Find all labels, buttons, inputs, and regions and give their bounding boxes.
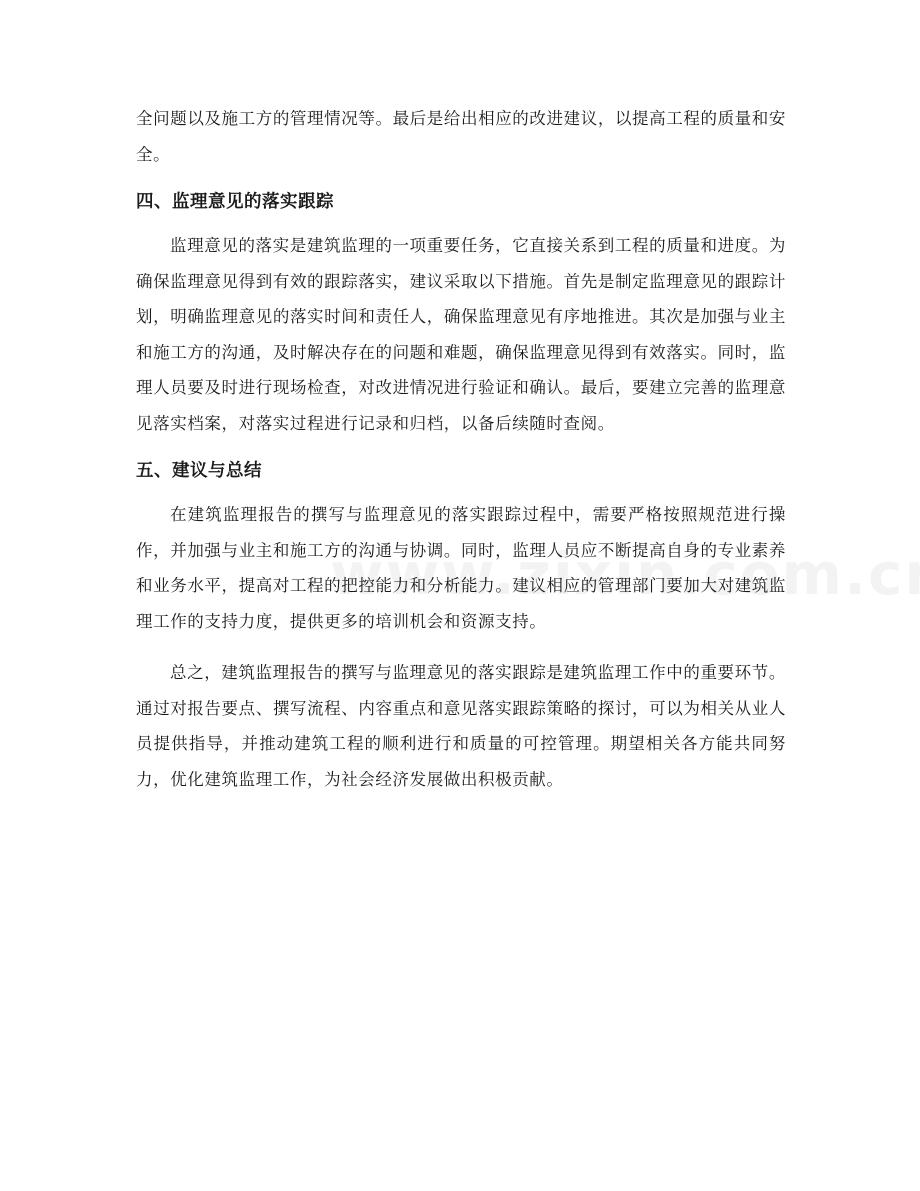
section-5-paragraph-1: 在建筑监理报告的撰写与监理意见的落实跟踪过程中，需要严格按照规范进行操作，并加强与业主和施工方的沟通与协调。同时，监理人员应不断提高自身的专业素养和业务水平，提高对工程的把控能力和分析能力。建议相应的管理部门要加大对建筑监理工作的支持力度，提供更多的培训机会和资源支持。 [136, 505, 786, 631]
section-heading-4: 四、监理意见的落实跟踪 [136, 192, 334, 212]
section-5-paragraph-2: 总之，建筑监理报告的撰写与监理意见的落实跟踪是建筑监理工作中的重要环节。通过对报告要点、撰写流程、内容重点和意见落实跟踪策略的探讨，可以为相关从业人员提供指导，并推动建筑工程的顺利进行和质量的可控管理。期望相关各方能共同努力，优化建筑监理工作，为社会经济发展做出积极贡献。 [136, 663, 786, 789]
intro-fragment-paragraph: 全问题以及施工方的管理情况等。最后是给出相应的改进建议，以提高工程的质量和安全。 [136, 109, 786, 164]
section-4-paragraph-1: 监理意见的落实是建筑监理的一项重要任务，它直接关系到工程的质量和进度。为确保监理意见得到有效的跟踪落实，建议采取以下措施。首先是制定监理意见的跟踪计划，明确监理意见的落实时间和责任人，确保监理意见有序地推进。其次是加强与业主和施工方的沟通，及时解决存在的问题和难题，确保监理意见得到有效落实。同时，监理人员要及时进行现场检查，对改进情况进行验证和确认。最后，要建立完善的监理意见落实档案，对落实过程进行记录和归档，以备后续随时查阅。 [136, 236, 786, 433]
document-body [136, 101, 786, 797]
section-heading-5: 五、建议与总结 [136, 461, 262, 481]
